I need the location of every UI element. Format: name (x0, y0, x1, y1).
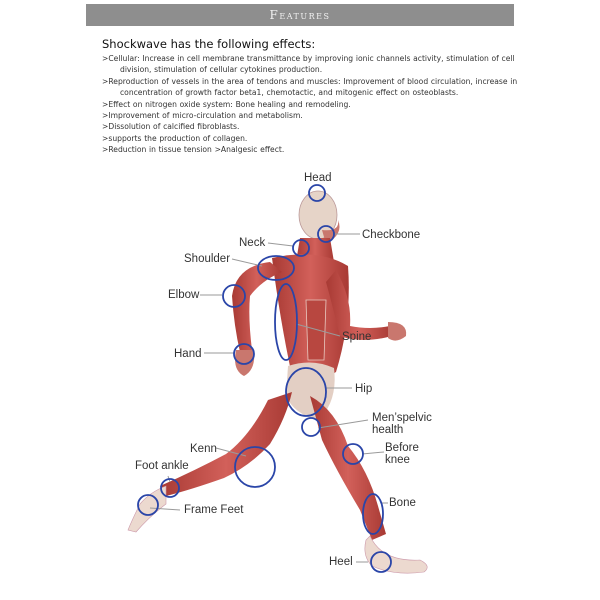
leader-neck (268, 243, 293, 246)
effect-item: >supports the production of collagen. (102, 133, 248, 143)
label-before-knee (385, 442, 419, 466)
label-mens-pelvic-line1: Men’spelvic (372, 412, 432, 424)
effect-item: >Cellular: Increase in cell membrane transmittance by improving ionic channels activity, stimulation of cell division, stimulation of cellular cytokines production. (102, 54, 515, 75)
label-frame-feet: Frame Feet (184, 504, 244, 516)
label-hip: Hip (355, 383, 373, 395)
effects-heading: Shockwave has the following effects: (102, 37, 316, 51)
label-checkbone: Checkbone (362, 229, 421, 241)
label-before-knee-line1: Before (385, 442, 419, 454)
label-elbow: Elbow (168, 289, 200, 301)
label-before-knee-line2: knee (385, 454, 410, 466)
label-neck: Neck (239, 237, 266, 249)
label-kenn: Kenn (190, 443, 217, 455)
figure-front-hand (388, 322, 406, 341)
leader-before-knee (362, 452, 384, 454)
label-mens-pelvic-line2: health (372, 424, 404, 436)
label-head: Head (304, 172, 332, 184)
label-spine: Spine (342, 331, 372, 343)
label-foot-ankle: Foot ankle (135, 460, 189, 472)
effect-item: >Improvement of micro-circulation and metabolism. (102, 111, 303, 121)
effect-item: >Reduction in tissue tension >Analgesic effect. (102, 145, 285, 155)
leader-shoulder (232, 259, 262, 266)
features-title: Features (269, 8, 331, 22)
figure-abs (306, 300, 326, 360)
pelvic-circle (302, 418, 320, 436)
label-heel: Heel (329, 556, 353, 568)
label-mens-pelvic (372, 412, 432, 436)
effect-item: >Effect on nitrogen oxide system: Bone healing and remodeling. (102, 99, 351, 109)
label-shoulder: Shoulder (184, 253, 231, 265)
effect-item: >Reproduction of vessels in the area of tendons and muscles: Improvement of blood circulation, increase in concentration of growth factor beta1, chemotactic, and mitogenic effect on osteoblasts. (102, 76, 518, 98)
effect-item: >Dissolution of calcified fibroblasts. (102, 122, 240, 132)
label-hand: Hand (174, 348, 202, 360)
label-bone: Bone (389, 497, 416, 509)
figure-back-leg (160, 392, 292, 496)
